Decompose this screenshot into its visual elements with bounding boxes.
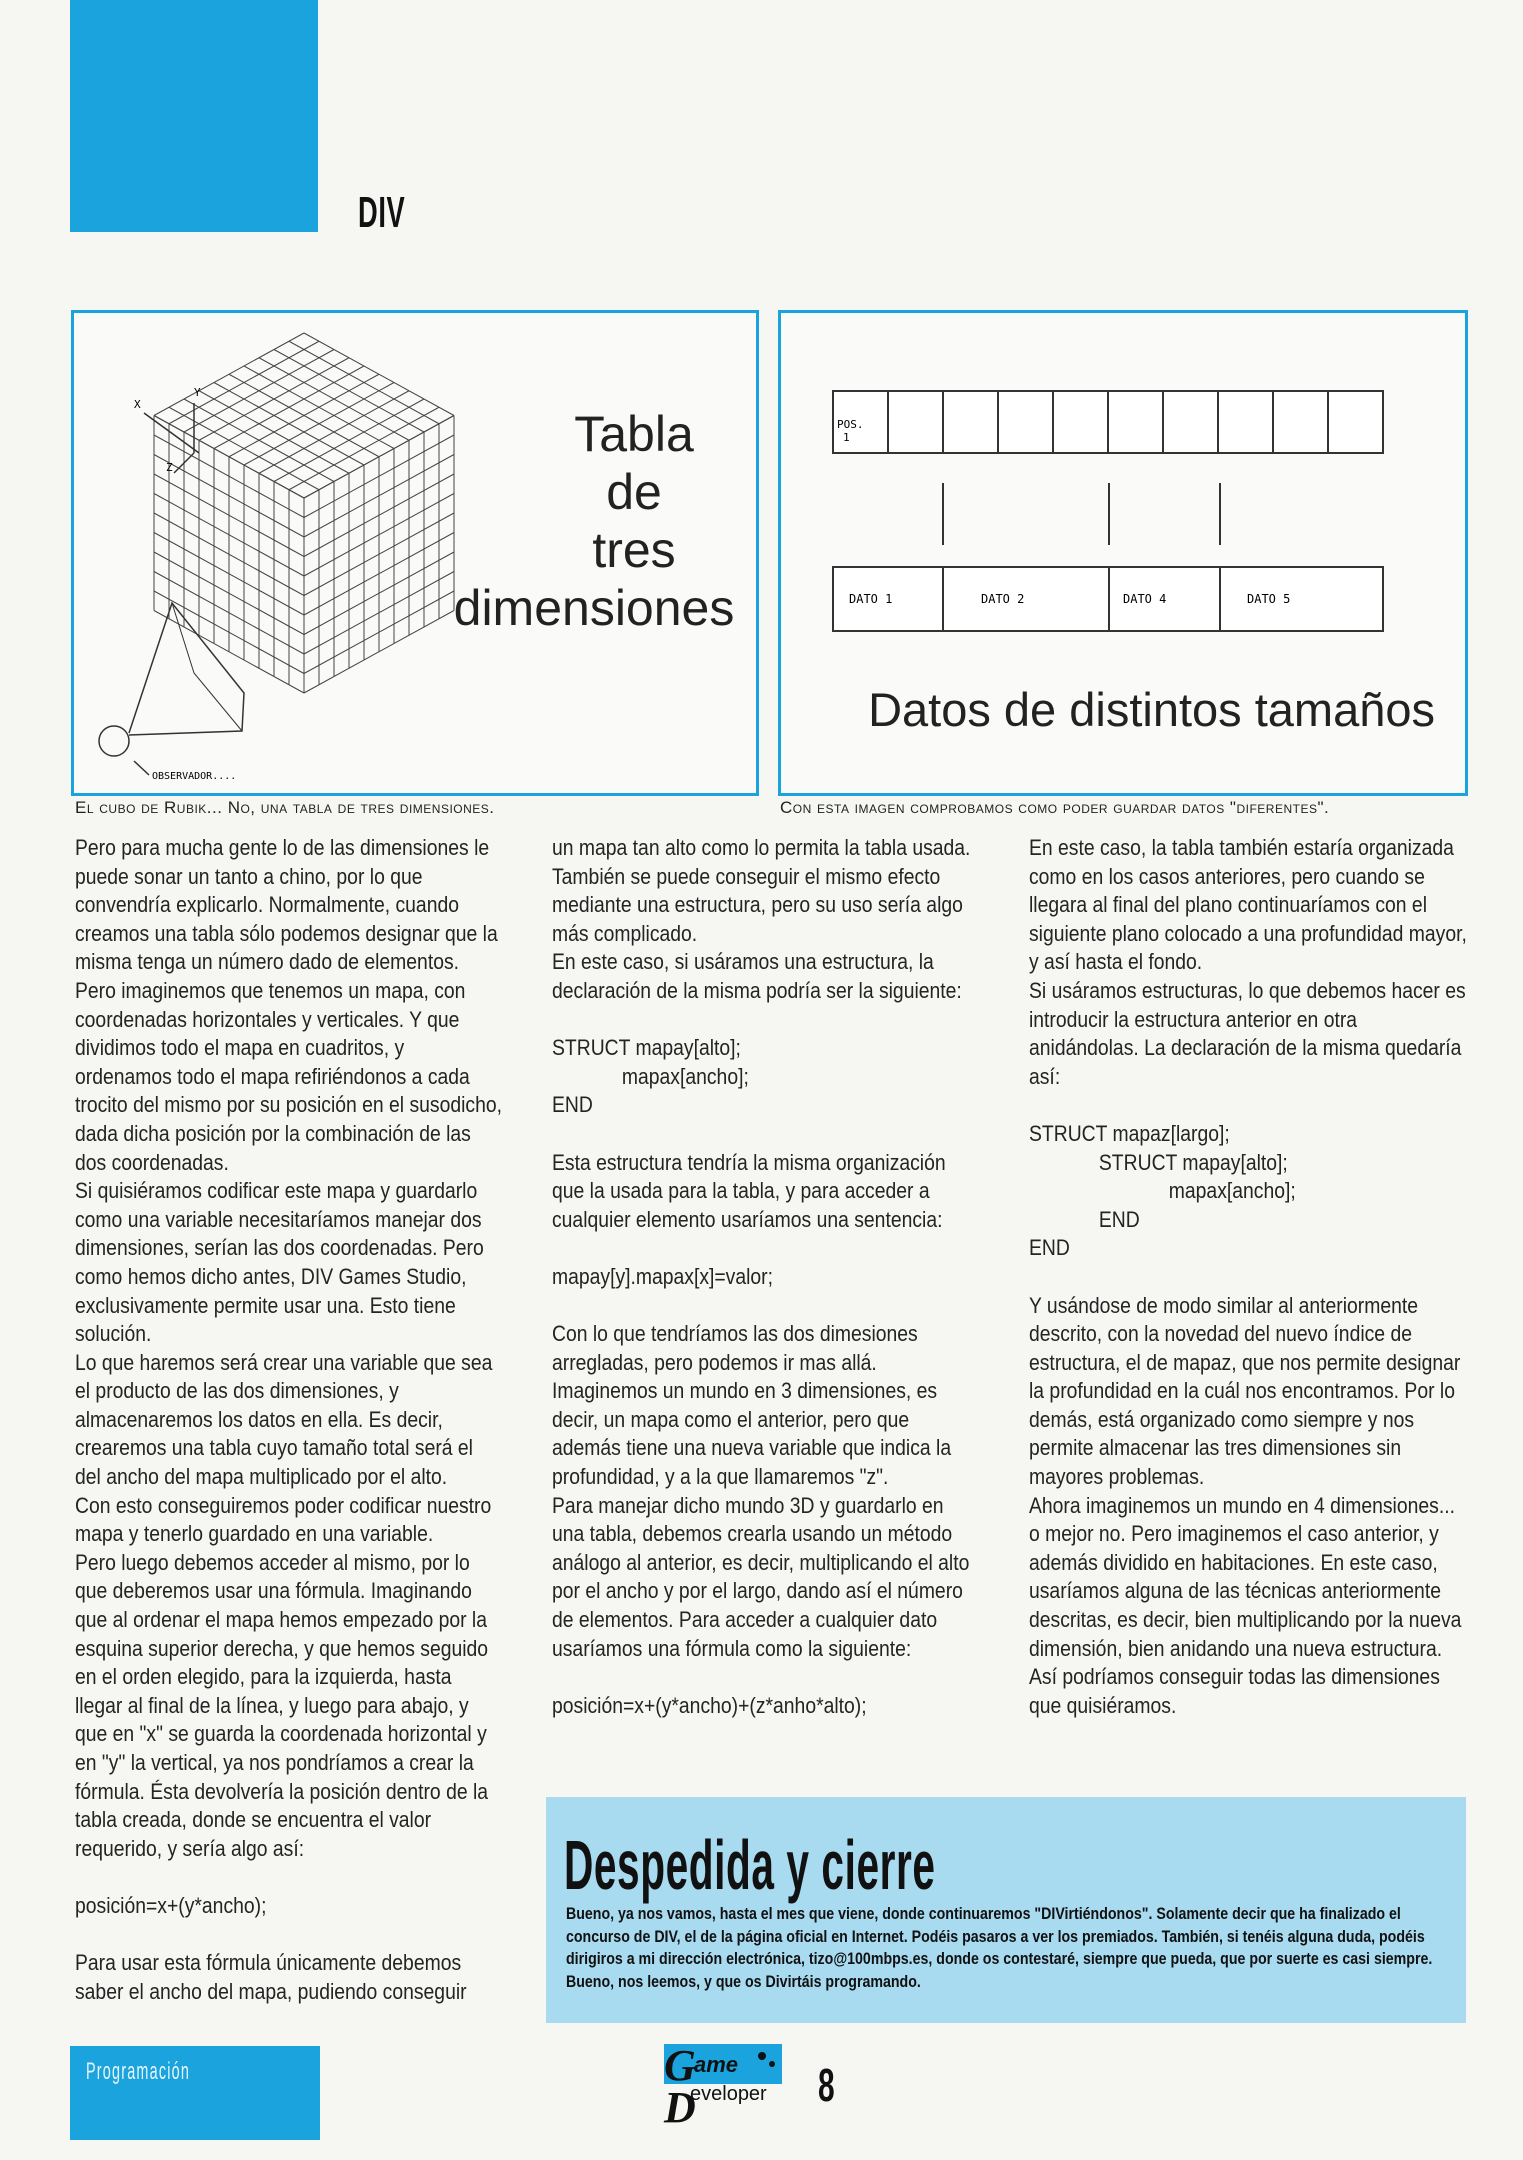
blank-line [1029, 1263, 1468, 1292]
paragraph: Si quisiéramos codificar este mapa y guardarlo como una variable necesitaríamos manejar dos dimensiones, serían las dos coordenadas. Pero como hemos dicho antes, DIV Games Studio, exclusivamente permite usar una. Esto tiene solución. [75, 1178, 490, 1347]
memory-cell [998, 391, 1053, 453]
svg-text:eveloper: eveloper [690, 2083, 767, 2105]
closing-title: Despedida y cierre [564, 1826, 936, 1904]
memory-cell [943, 391, 998, 453]
blank-line [75, 1921, 504, 1950]
paragraph: STRUCT mapaz[largo]; [1029, 1120, 1230, 1146]
paragraph: END [552, 1092, 593, 1118]
blank-line [552, 1120, 981, 1149]
memory-cell [888, 391, 943, 453]
blank-line [552, 1006, 981, 1035]
data-cell-4: DATO 4 [1123, 592, 1167, 606]
memory-cell [1108, 391, 1163, 453]
text-column-3 [1029, 834, 1473, 1720]
blank-line [552, 1663, 981, 1692]
footer-section-label: Programación [86, 2058, 191, 2085]
figure-3d-table [71, 310, 759, 796]
paragraph: Lo que haremos será crear una variable que sea el producto de las dos dimensiones, y almacenaremos los datos en ella. Es decir, crearemos una tabla cuyo tamaño total será el del ancho del mapa multiplicado por el alto. [75, 1349, 498, 1490]
footer-section-bar [70, 2046, 320, 2140]
axis-z-label: Z [166, 461, 173, 474]
paragraph: Si usáramos estructuras, lo que debemos hacer es introducir la estructura anterior en otra anidándolas. La declaración de la misma quedaría así: [1029, 977, 1472, 1089]
data-cell-2: DATO 2 [981, 592, 1025, 606]
paragraph: mapax[ancho]; [552, 1063, 749, 1089]
svg-text:D: D [664, 2083, 696, 2126]
game-developer-logo [650, 2040, 810, 2126]
paragraph: Para usar esta fórmula únicamente debemos saber el ancho del mapa, pudiendo conseguir [75, 1950, 467, 2004]
axis-x-label: X [134, 398, 141, 411]
paragraph: mapay[y].mapax[x]=valor; [552, 1263, 774, 1289]
figure-right-title: Datos de distintos tamaños [868, 683, 1435, 736]
memory-cell [1218, 391, 1273, 453]
text-column-2 [552, 834, 982, 1720]
paragraph: Esta estructura tendría la misma organización que la usada para la tabla, y para acceder a cualquier elemento usaríamos una sentencia: [552, 1149, 952, 1232]
svg-text:ame: ame [694, 2052, 739, 2077]
page-number: 8 [818, 2059, 835, 2111]
blank-line [75, 1863, 504, 1892]
data-cell-1: DATO 1 [849, 592, 893, 606]
blank-line [1029, 1091, 1468, 1120]
paragraph: mapax[ancho]; [1029, 1178, 1296, 1204]
paragraph: un mapa tan alto como lo permita la tabla usada. También se puede conseguir el mismo efecto mediante una estructura, pero su uso sería algo más complicado. [552, 835, 976, 946]
figure-data-sizes [778, 310, 1468, 796]
paragraph: Pero para mucha gente lo de las dimensiones le puede sonar un tanto a chino, por lo que convendría explicarlo. Normalmente, cuando creamos una tabla sólo podemos designar que la misma tenga un número dado de elementos. Pero imaginemos que tenemos un mapa, con coordenadas horizontales y verticales. Y que dividimos todo el mapa en cuadritos, y ordenamos todo el mapa refiriéndonos a cada trocito del mismo por su posición en el susodicho, dada dicha posición por la combinación de las dos coordenadas. [75, 835, 508, 1175]
header-color-block [70, 0, 318, 232]
paragraph: END [1029, 1235, 1070, 1261]
paragraph: END [1029, 1206, 1140, 1232]
observer-label: OBSERVADOR.... [152, 771, 237, 782]
figure-left-caption: El cubo de Rubik... No, una tabla de tres dimensiones. [75, 798, 495, 817]
blank-line [552, 1292, 981, 1321]
paragraph: posición=x+(y*ancho); [75, 1892, 267, 1918]
closing-body: Bueno, ya nos vamos, hasta el mes que viene, donde continuaremos "DIVirtiéndonos". Solamente decir que ha finalizado el concurso de DIV, el de la página oficial en Internet. Podéis pasaros a ver los premiados. También, si tenéis alguna duda, podéis dirigiros a mi dirección electrónica, tizo@100mbps.es, donde os contestaré, siempre que pueda, que por suerte es casi siempre. Bueno, nos leemos, y que os Divirtáis programando. [566, 1905, 1433, 1991]
svg-text:G: G [664, 2041, 696, 2090]
memory-cell [1163, 391, 1218, 453]
memory-cell [1328, 391, 1383, 453]
section-label: DIV [358, 188, 406, 237]
paragraph: Pero luego debemos acceder al mismo, por lo que deberemos usar una fórmula. Imaginando que al ordenar el mapa hemos empezado por la esquina superior derecha, y que hemos seguido en el orden elegido, para la izquierda, hasta llegar al final de la línea, y luego para abajo, y que en "x" se guarda la coordenada horizontal y en "y" la vertical, ya nos pondríamos a crear la fórmula. Ésta devolvería la posición dentro de la tabla creada, donde se encuentra el valor requerido, y sería algo así: [75, 1549, 494, 1861]
paragraph: En este caso, si usáramos una estructura, la declaración de la misma podría ser la siguiente: [552, 949, 962, 1003]
paragraph: En este caso, la tabla también estaría organizada como en los casos anteriores, pero cuando se llegara al final del plano continuaríamos con el siguiente plano colocado a una profundidad mayor, y así hasta el fondo. [1029, 835, 1473, 975]
data-cell-5: DATO 5 [1247, 592, 1291, 606]
observer-eye [99, 726, 129, 756]
paragraph: Para manejar dicho mundo 3D y guardarlo en una tabla, debemos crearla usando un método análogo al anterior, es decir, multiplicando el alto por el ancho y por el largo, dando así el número de elementos. Para acceder a cualquier dato usaríamos una fórmula como la siguiente: [552, 1492, 975, 1661]
paragraph: Con lo que tendríamos las dos dimesiones arregladas, pero podemos ir mas allá. Imaginemos un mundo en 3 dimensiones, es decir, un mapa como el anterior, pero que además tiene una nueva variable que indica la profundidad, y a la que llamaremos "z". [552, 1321, 957, 1490]
paragraph: posición=x+(y*ancho)+(z*anho*alto); [552, 1692, 867, 1718]
paragraph: Y usándose de modo similar al anteriormente descrito, con la novedad del nuevo índice de estructura, el de mapaz, que nos permite designar la profundidad en la cuál nos encontramos. Por lo demás, está organizado como siempre y nos permite almacenar las tres dimensiones sin mayores problemas. [1029, 1292, 1466, 1490]
figure-right-caption: Con esta imagen comprobamos como poder guardar datos "diferentes". [780, 798, 1330, 817]
blank-line [552, 1234, 981, 1263]
text-column-1 [75, 834, 508, 2006]
paragraph: STRUCT mapay[alto]; [552, 1035, 741, 1061]
axis-y-label: Y [194, 386, 201, 399]
figure-left-title: Tabla de tres dimensiones [453, 406, 735, 636]
memory-cell [1273, 391, 1328, 453]
paragraph: Con esto conseguiremos poder codificar nuestro mapa y tenerlo guardado en una variable. [75, 1492, 497, 1547]
closing-box [546, 1797, 1466, 2023]
memory-cell [1053, 391, 1108, 453]
paragraph: STRUCT mapay[alto]; [1029, 1149, 1288, 1175]
paragraph: Ahora imaginemos un mundo en 4 dimensiones... o mejor no. Pero imaginemos el caso anterior, y además dividido en habitaciones. En este caso, usaríamos alguna de las técnicas anteriormente descritas, es decir, bien multiplicando por la nueva dimensión, bien anidando una nueva estructura. Así podríamos conseguir todas las dimensiones que quisiéramos. [1029, 1492, 1467, 1718]
pos-index: 1 [843, 431, 850, 444]
pos-label: POS. [837, 418, 864, 431]
